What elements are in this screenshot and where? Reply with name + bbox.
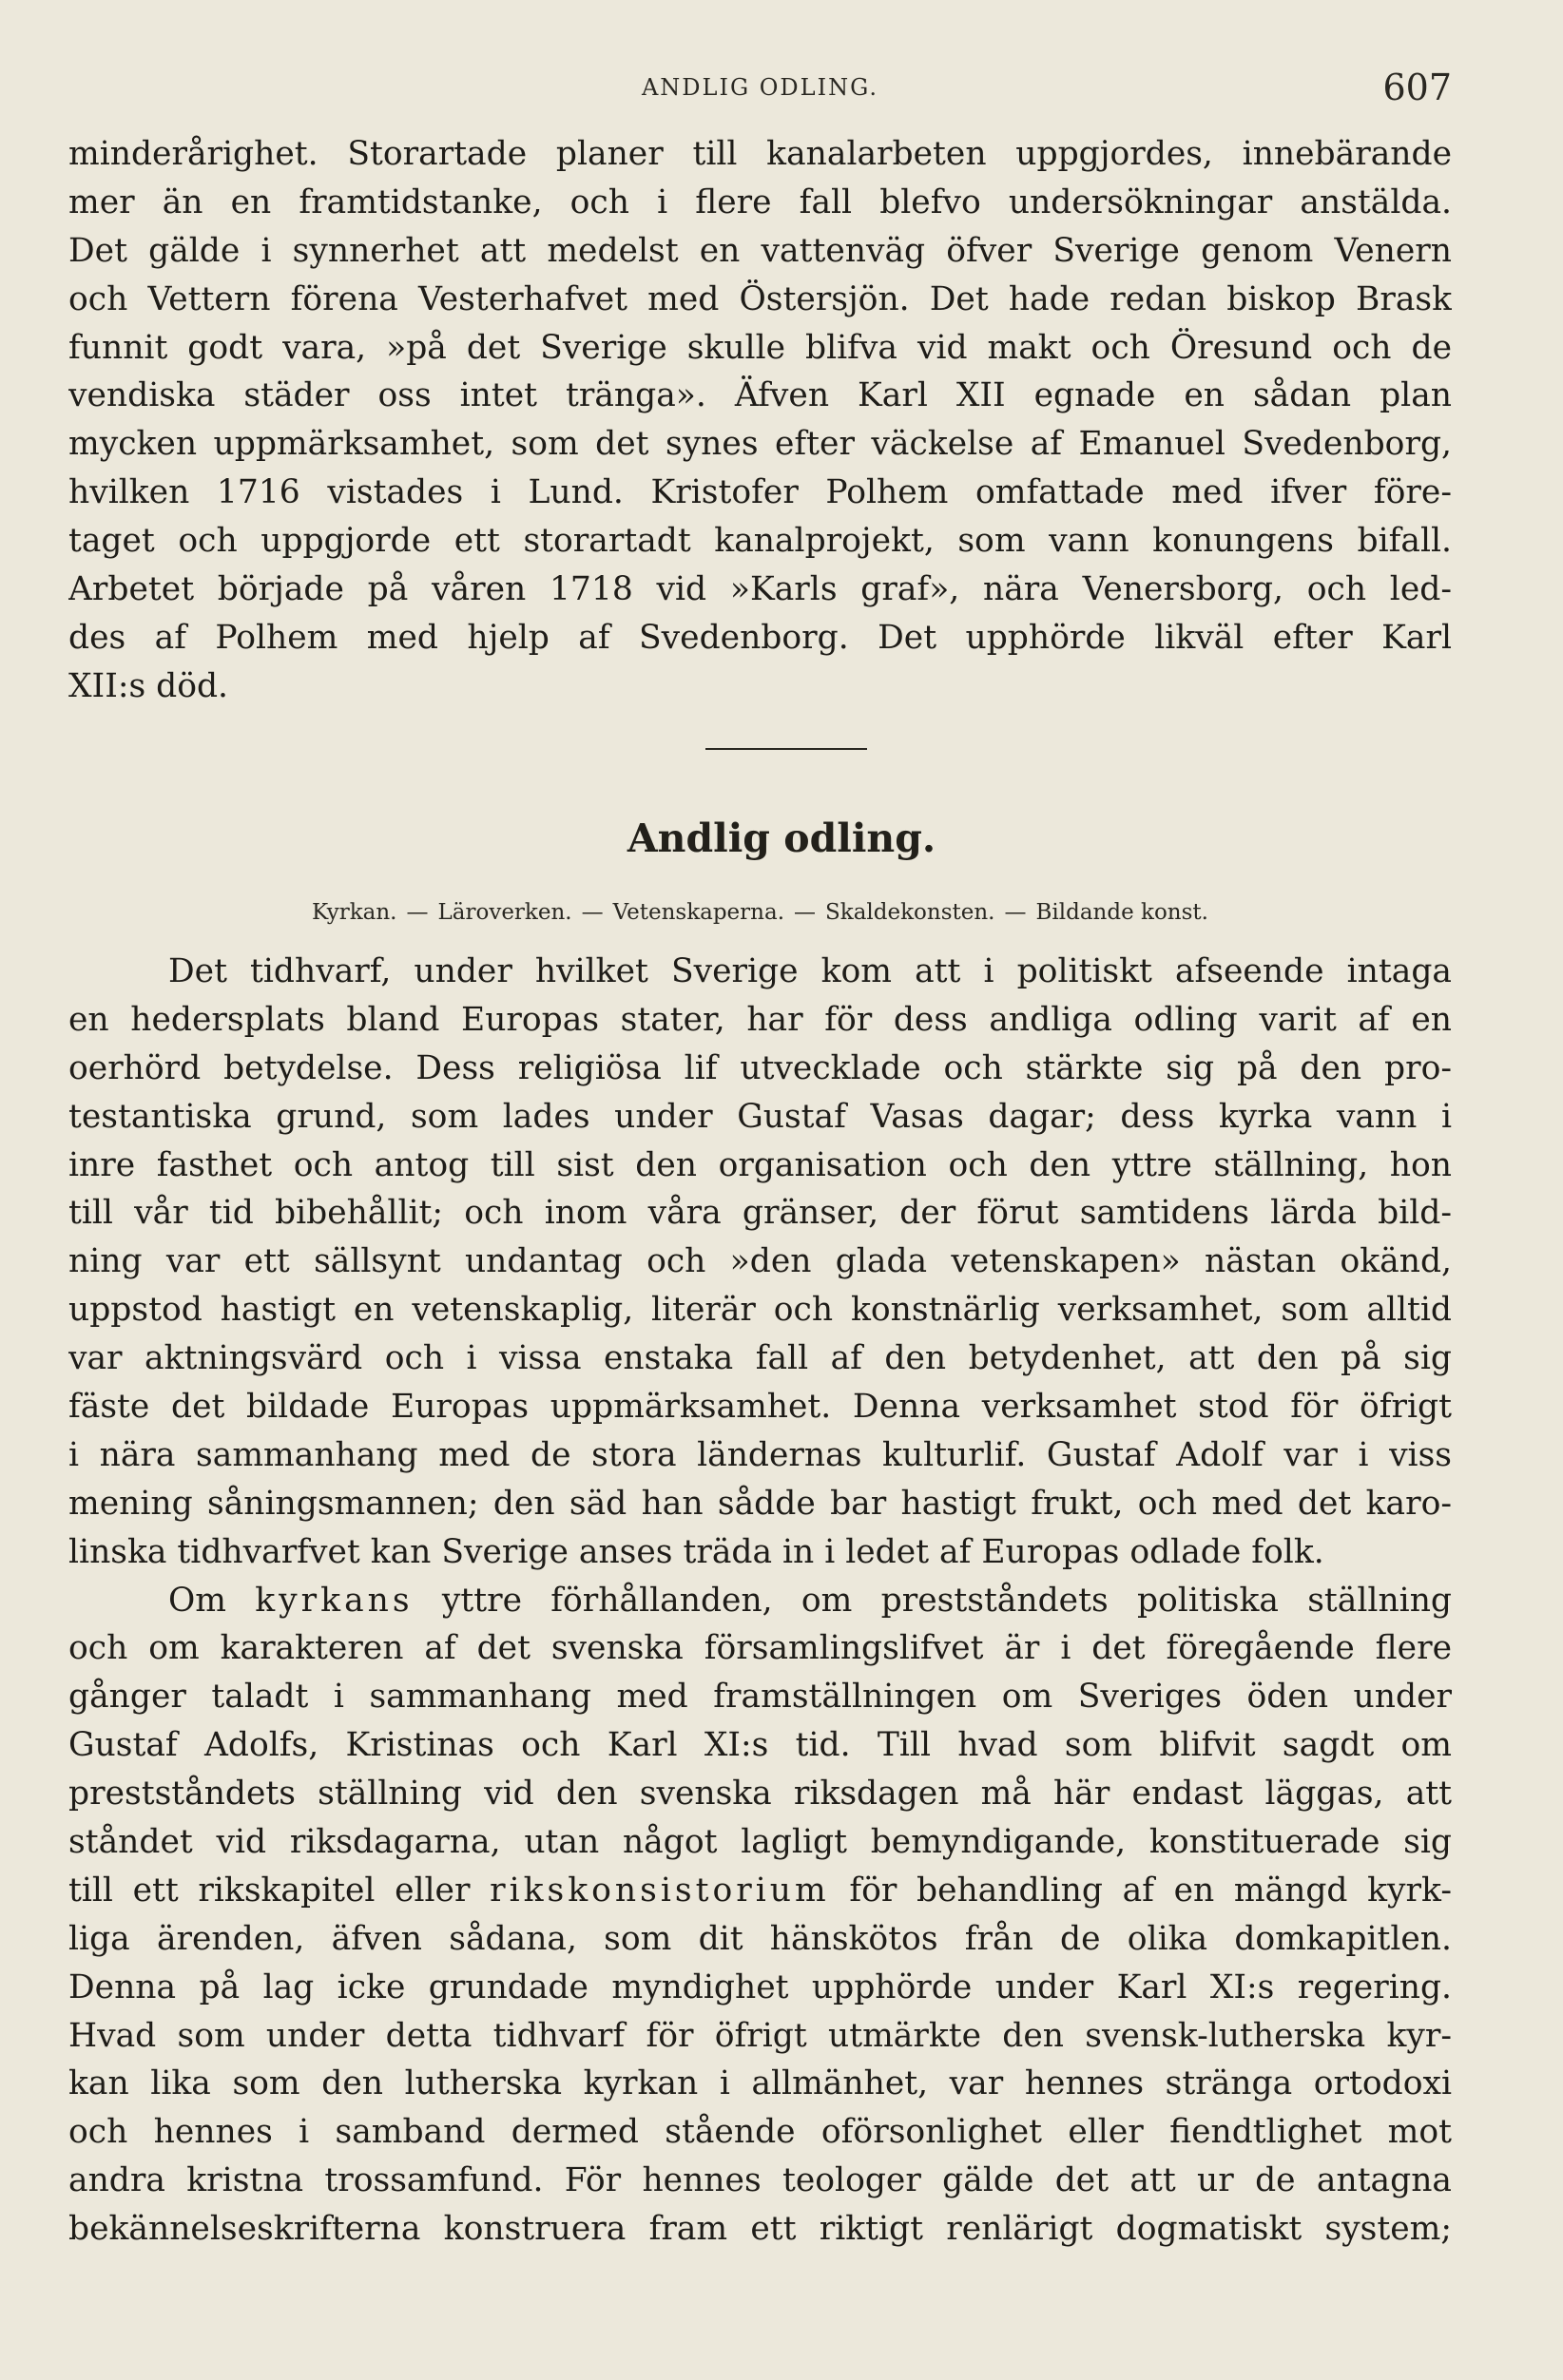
text-line: bekännelseskrifterna konstruera fram ett riktigt renlärigt dogmatiskt system;: [68, 2210, 1452, 2249]
topic-separator: —: [794, 900, 817, 925]
text-line: var aktningsvärd och i vissa enstaka fall af den betydenhet, att den på sig: [68, 1339, 1452, 1378]
section-title: Andlig odling.: [627, 816, 936, 861]
topic-separator: —: [406, 900, 429, 925]
text-line: Gustaf Adolfs, Kristinas och Karl XI:s tid. Till hvad som blifvit sagdt om: [68, 1726, 1452, 1765]
page-header: [68, 59, 1452, 116]
topic-item: Skaldekonsten.: [825, 900, 995, 925]
text-line: XII:s död.: [68, 666, 229, 705]
text-line: fäste det bildade Europas uppmärksamhet. Denna verksamhet stod för öfrigt: [68, 1388, 1452, 1427]
text-run: för behandling af en mängd kyrk-: [829, 1871, 1452, 1910]
text-line: andra kristna trossamfund. För hennes teologer gälde det att ur de antagna: [68, 2161, 1452, 2200]
text-line: testantiska grund, som lades under Gustaf Vasas dagar; dess kyrka vann i: [68, 1097, 1452, 1136]
topic-item: Vetenskaperna.: [612, 900, 785, 925]
text-line: till vår tid bibehållit; och inom våra gränser, der förut samtidens lärda bild-: [68, 1194, 1452, 1233]
text-line: och hennes i samband dermed stående oförsonlighet eller fiendtlighet mot: [68, 2113, 1452, 2152]
text-line: en hedersplats bland Europas stater, har för dess andliga odling varit af en: [68, 1000, 1452, 1039]
text-run: till ett rikskapitel eller: [68, 1871, 491, 1910]
text-line: i nära sammanhang med de stora ländernas kulturlif. Gustaf Adolf var i viss: [68, 1435, 1452, 1474]
text-line: kan lika som den lutherska kyrkan i allmänhet, var hennes stränga ortodoxi: [68, 2064, 1452, 2103]
page-number: 607: [1382, 67, 1452, 108]
topic-item: Läroverken.: [437, 900, 572, 925]
text-run: Om: [168, 1581, 256, 1620]
text-line: funnit godt vara, »på det Sverige skulle blifva vid makt och Öresund och de: [68, 328, 1452, 367]
text-line: liga ärenden, äfven sådana, som dit hänskötos från de olika domkapitlen.: [68, 1919, 1452, 1958]
emphasis-spaced: rikskonsistorium: [490, 1871, 830, 1910]
text-line: Arbetet började på våren 1718 vid »Karls graf», nära Venersborg, och led-: [68, 570, 1452, 609]
main-text: [68, 948, 1452, 2254]
emphasis-spaced: kyrkans: [255, 1581, 414, 1620]
text-line: hvilken 1716 vistades i Lund. Kristofer Polhem omfattade med ifver före-: [68, 473, 1452, 512]
text-line: Det tidhvarf, under hvilket Sverige kom att i politiskt afseende intaga: [168, 952, 1452, 990]
text-run: yttre förhållanden, om prestståndets politiska ställning: [413, 1581, 1452, 1620]
text-line: oerhörd betydelse. Dess religiösa lif utvecklade och stärkte sig på den pro-: [68, 1048, 1452, 1087]
text-line: och om karakteren af det svenska församlingslifvet är i det föregående flere: [68, 1629, 1452, 1668]
text-line: mening såningsmannen; den säd han sådde bar hastigt frukt, och med det karo-: [68, 1484, 1452, 1523]
topic-item: Kyrkan.: [312, 900, 397, 925]
text-line: prestståndets ställning vid den svenska riksdagen må här endast läggas, att: [68, 1775, 1452, 1814]
text-line: Hvad som under detta tidhvarf för öfrigt utmärkte den svensk-lutherska kyr-: [68, 2016, 1452, 2055]
running-head: ANDLIG ODLING.: [641, 74, 879, 101]
text-line: och Vettern förena Vesterhafvet med Östersjön. Det hade redan biskop Brask: [68, 279, 1452, 318]
text-line: gånger taladt i sammanhang med framställningen om Sveriges öden under: [68, 1678, 1452, 1717]
text-line: mycken uppmärksamhet, som det synes efter väckelse af Emanuel Svedenborg,: [68, 425, 1452, 464]
text-line: [68, 1867, 1452, 1915]
text-line: mer än en framtidstanke, och i flere fall blefvo undersökningar anstälda.: [68, 182, 1452, 221]
top-paragraph: [68, 130, 1452, 711]
text-line: vendiska städer oss intet tränga». Äfven Karl XII egnade en sådan plan: [68, 376, 1452, 415]
topic-item: Bildande konst.: [1035, 900, 1208, 925]
text-line: linska tidhvarfvet kan Sverige anses träda in i ledet af Europas odlade folk.: [68, 1532, 1324, 1571]
section-topics: [68, 900, 1452, 925]
text-line: uppstod hastigt en vetenskaplig, literär och konstnärlig verksamhet, som alltid: [68, 1291, 1452, 1330]
text-line: Denna på lag icke grundade myndighet upphörde under Karl XI:s regering.: [68, 1967, 1452, 2006]
text-line: ståndet vid riksdagarna, utan något lagligt bemyndigande, konstituerade sig: [68, 1823, 1452, 1862]
topic-separator: —: [1004, 900, 1027, 925]
text-line: des af Polhem med hjelp af Svedenborg. Det upphörde likväl efter Karl: [68, 618, 1452, 657]
text-line: Det gälde i synnerhet att medelst en vattenväg öfver Sverige genom Venern: [68, 231, 1452, 270]
text-line: ning var ett sällsynt undantag och »den glada vetenskapen» nästan okänd,: [68, 1242, 1452, 1281]
text-line: taget och uppgjorde ett storartadt kanalprojekt, som vann konungens bifall.: [68, 522, 1452, 561]
topic-separator: —: [581, 900, 604, 925]
text-line: [68, 1577, 1452, 1625]
text-line: minderårighet. Storartade planer till kanalarbeten uppgjordes, innebärande: [68, 135, 1452, 173]
section-divider: [705, 748, 867, 750]
text-line: inre fasthet och antog till sist den organisation och den yttre ställning, hon: [68, 1145, 1452, 1184]
